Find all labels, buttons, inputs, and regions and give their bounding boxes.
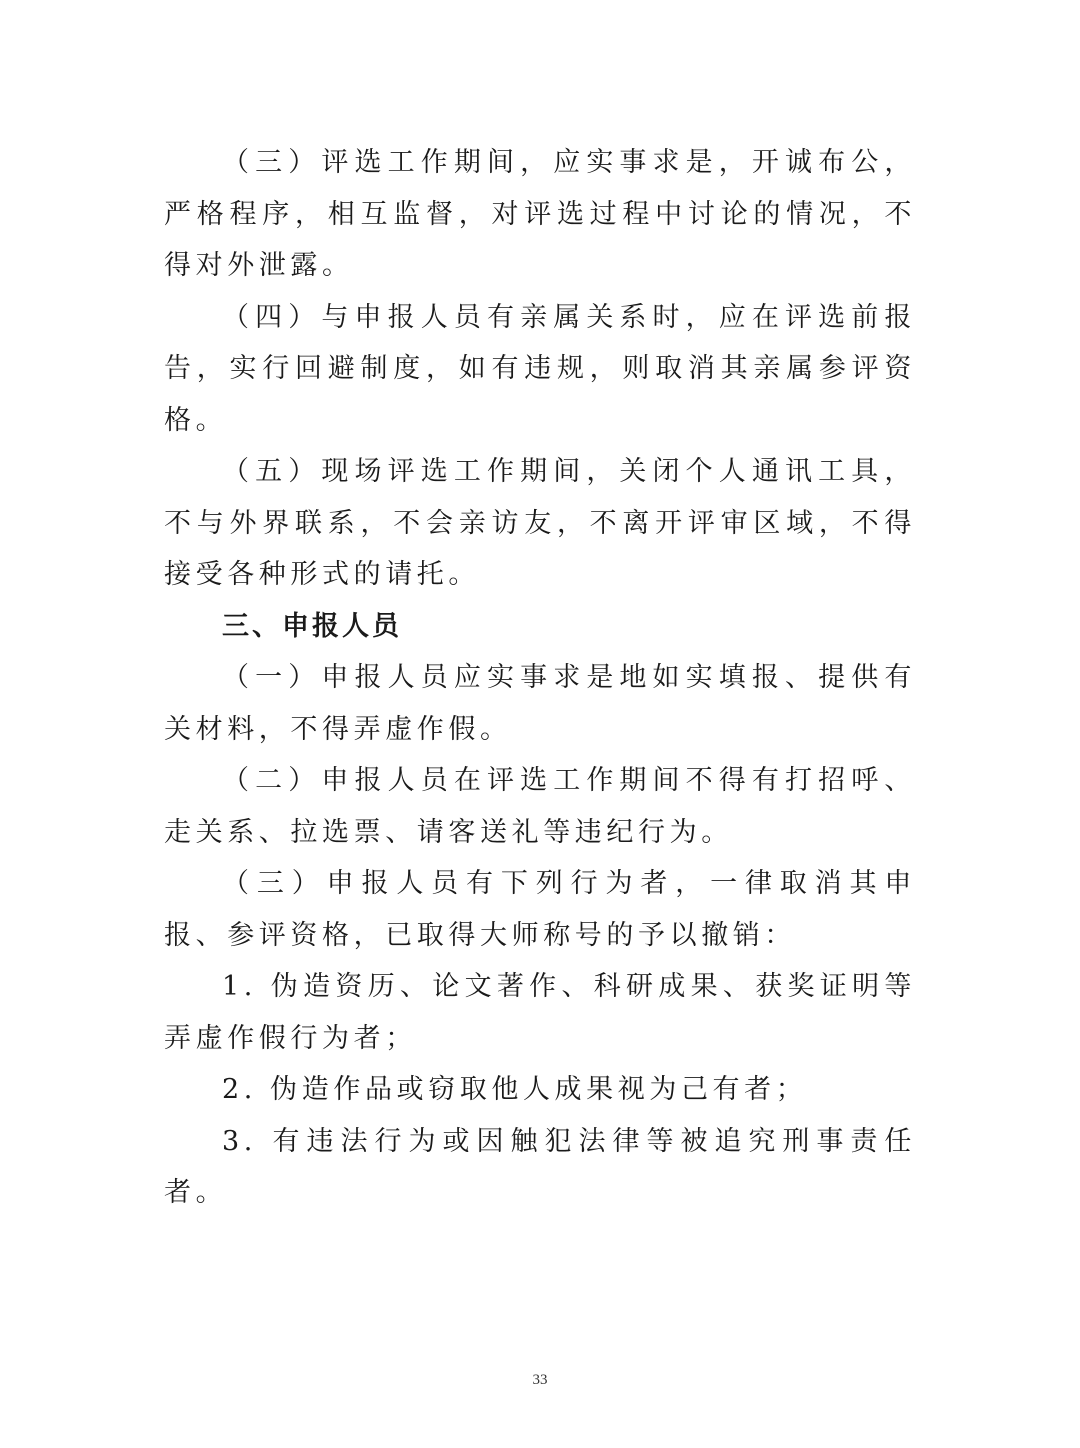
paragraph-disqualification: （三）申报人员有下列行为者，一律取消其申报、参评资格，已取得大师称号的予以撤销： [164, 868, 916, 951]
list-item-criminal: 3. 有违法行为或因触犯法律等被追究刑事责任者。 [164, 1125, 916, 1208]
paragraph-evaluation-conduct: （三）评选工作期间，应实事求是，开诚布公，严格程序，相互监督，对评选过程中讨论的情况，不得对外泄露。 [164, 147, 916, 281]
section-heading-applicants: 三、申报人员 [222, 610, 402, 642]
list-item-plagiarism: 2. 伪造作品或窃取他人成果视为己有者； [222, 1074, 808, 1105]
paragraph-truthful-reporting: （一）申报人员应实事求是地如实填报、提供有关材料，不得弄虚作假。 [164, 662, 916, 745]
page-number: 33 [532, 1372, 548, 1388]
paragraph-on-site-rules: （五）现场评选工作期间，关闭个人通讯工具，不与外界联系，不会亲访友，不离开评审区域，不得接受各种形式的请托。 [164, 456, 916, 590]
document-body [164, 137, 916, 1219]
list-item-forgery: 1. 伪造资历、论文著作、科研成果、获奖证明等弄虚作假行为者； [164, 971, 916, 1054]
paragraph-recusal: （四）与申报人员有亲属关系时，应在评选前报告，实行回避制度，如有违规，则取消其亲属参评资格。 [164, 301, 916, 436]
paragraph-no-misconduct: （二）申报人员在评选工作期间不得有打招呼、走关系、拉选票、请客送礼等违纪行为。 [164, 765, 916, 848]
